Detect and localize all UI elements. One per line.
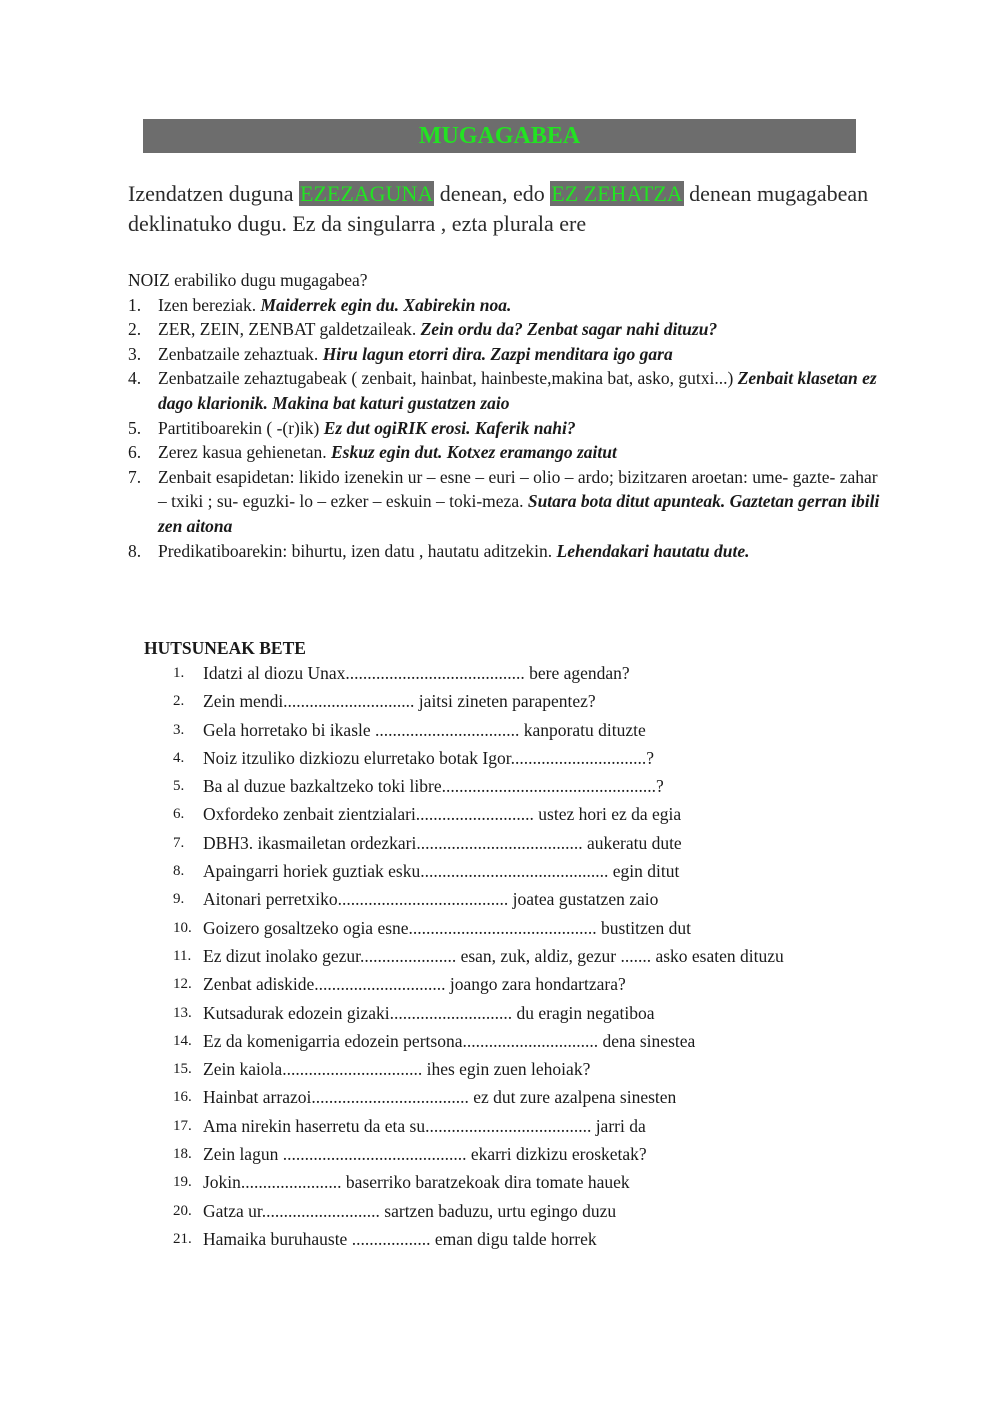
exercise-item-number: 20.	[173, 1202, 192, 1219]
intro-highlight-ezezaguna: EZEZAGUNA	[300, 181, 434, 206]
exercise-item-text: Zein lagun .......................................... ekarri dizkizu erosketak?	[203, 1144, 647, 1165]
exercise-item-text: Ba al duzue bazkaltzeko toki libre.................................................?	[203, 776, 664, 797]
intro-text-1: Izendatzen duguna	[128, 181, 300, 206]
usage-item	[128, 293, 888, 318]
exercise-item-text: Kutsadurak edozein gizaki............................ du eragin negatiboa	[203, 1002, 655, 1023]
usage-item-number: 6.	[128, 442, 142, 463]
exercise-item-text: Ez dizut inolako gezur...................... esan, zuk, aldiz, gezur ....... asko esaten dituzu	[203, 945, 784, 966]
usage-question: NOIZ erabiliko dugu mugagabea?	[128, 270, 368, 290]
exercise-item-number: 5.	[173, 778, 185, 795]
exercise-item-text: Ama nirekin haserretu da eta su...................................... jarri da	[203, 1115, 646, 1136]
usage-item	[128, 317, 888, 342]
exercise-item-text: Hainbat arrazoi.................................... ez dut zure azalpena sinesten	[203, 1087, 677, 1108]
usage-item-number: 7.	[128, 466, 142, 487]
usage-item-text: Predikatiboarekin: bihurtu, izen datu , hautatu aditzekin.	[158, 540, 557, 561]
usage-item-text: Zenbatzaile zehaztuak.	[158, 343, 323, 364]
usage-item	[128, 416, 888, 441]
exercise-item	[173, 1055, 873, 1083]
page-title: MUGAGABEA	[418, 123, 581, 149]
usage-item-text: Izen bereziak.	[158, 294, 261, 315]
exercise-item-text: DBH3. ikasmailetan ordezkari...................................... aukeratu dute	[203, 832, 682, 853]
usage-item-text: Zenbatzaile zehaztugabeak ( zenbait, hainbat, hainbeste,makina bat, asko, gutxi...)	[158, 368, 738, 389]
exercise-item-number: 19.	[173, 1174, 192, 1191]
exercise-item-number: 1.	[173, 665, 185, 681]
exercise-item-number: 18.	[173, 1146, 192, 1163]
exercise-item	[173, 1225, 873, 1253]
exercise-item-number: 2.	[173, 693, 185, 710]
exercise-item-number: 7.	[173, 834, 185, 851]
usage-item-example: Hiru lagun etorri dira. Zazpi menditara igo gara	[322, 343, 673, 364]
exercise-item	[173, 744, 873, 772]
exercise-item-number: 6.	[173, 806, 185, 823]
exercise-item-number: 17.	[173, 1117, 192, 1134]
exercise-item-text: Idatzi al diozu Unax......................................... bere agendan?	[203, 663, 630, 683]
intro-text-2: denean, edo	[434, 181, 551, 206]
usage-item-number: 2.	[128, 319, 142, 340]
usage-item-text: Partitiboarekin ( -(r)ik)	[158, 417, 324, 438]
exercise-item	[173, 970, 873, 998]
exercise-item	[173, 829, 873, 857]
exercise-item-number: 13.	[173, 1004, 192, 1021]
exercise-item-number: 11.	[173, 947, 192, 964]
usage-item-example: Zenbait klasetan ez dago klarionik. Makina bat katuri gustatzen zaio	[158, 368, 877, 413]
exercise-item	[173, 914, 873, 942]
usage-list	[128, 293, 888, 564]
exercise-item-text: Noiz itzuliko dizkiozu elurretako botak Igor...............................?	[203, 747, 655, 768]
exercise-item-number: 15.	[173, 1061, 192, 1078]
usage-item-example: Ez dut ogiRIK erosi. Kaferik nahi?	[323, 417, 576, 438]
usage-item-number: 1.	[128, 294, 142, 315]
exercise-item-text: Zenbat adiskide.............................. joango zara hondartzara?	[203, 974, 626, 995]
exercise-item-text: Goizero gosaltzeko ogia esne........................................... bustitzen dut	[203, 917, 691, 938]
exercise-item-text: Zein kaiola................................ ihes egin zuen lehoiak?	[203, 1059, 591, 1080]
exercise-item	[173, 1027, 873, 1055]
exercise-item	[173, 687, 873, 715]
usage-item-number: 4.	[128, 368, 142, 389]
usage-section	[128, 268, 888, 563]
intro-highlight-ez-zehatza: EZ ZEHATZA	[551, 181, 683, 206]
exercise-item-number: 21.	[173, 1230, 192, 1247]
exercise-item-number: 14.	[173, 1032, 192, 1049]
usage-item	[128, 366, 888, 415]
usage-item	[128, 342, 888, 367]
usage-item-text: Zerez kasua gehienetan.	[158, 442, 331, 463]
usage-item-example: Zein ordu da? Zenbat sagar nahi dituzu?	[420, 319, 718, 340]
exercise-item-text: Oxfordeko zenbait zientzialari........................... ustez hori ez da egia	[203, 804, 682, 825]
exercise-item-number: 3.	[173, 721, 185, 738]
exercise-item	[173, 885, 873, 913]
usage-item-example: Maiderrek egin du. Xabirekin noa.	[260, 294, 512, 315]
exercise-item-number: 10.	[173, 919, 192, 936]
exercise-item	[173, 1140, 873, 1168]
usage-item-number: 8.	[128, 540, 142, 561]
exercise-item-text: Apaingarri horiek guztiak esku........................................... egin ditut	[203, 861, 680, 882]
usage-item	[128, 539, 888, 564]
usage-item-example: Eskuz egin dut. Kotxez eramango zaitut	[330, 442, 617, 463]
exercise-item	[173, 1112, 873, 1140]
exercise-item	[173, 716, 873, 744]
exercise-item-number: 12.	[173, 976, 192, 993]
usage-item-example: Lehendakari hautatu dute.	[556, 540, 750, 561]
exercise-list	[173, 659, 873, 1253]
exercise-item-number: 4.	[173, 749, 185, 766]
usage-item	[128, 440, 888, 465]
intro-text-3: denean mugagabean deklinatuko dugu. Ez da singularra , ezta plurala ere	[128, 181, 869, 236]
exercise-title: HUTSUNEAK BETE	[144, 638, 306, 658]
usage-item-example: Sutara bota ditut apunteak. Gaztetan gerran ibili zen aitona	[158, 491, 880, 536]
exercise-item-text: Gela horretako bi ikasle ................................. kanporatu dituzte	[203, 719, 646, 740]
exercise-section	[173, 659, 873, 1253]
exercise-item-number: 9.	[173, 891, 185, 908]
usage-item-number: 3.	[128, 343, 142, 364]
usage-item	[128, 465, 888, 539]
exercise-item-text: Ez da komenigarria edozein pertsona............................... dena sinestea	[203, 1030, 696, 1051]
exercise-item-text: Zein mendi.............................. jaitsi zineten parapentez?	[203, 691, 596, 712]
usage-item-text: ZER, ZEIN, ZENBAT galdetzaileak.	[158, 319, 421, 340]
usage-item-number: 5.	[128, 417, 142, 438]
exercise-item	[173, 1197, 873, 1225]
usage-item-text: Zenbait esapidetan: likido izenekin ur – esne – euri – olio – ardo; bizitzaren aroetan: ume- gazte- zahar – txiki ; su- eguzki- lo – ezker – eskuin – toki-meza.	[158, 466, 878, 512]
exercise-item	[173, 1168, 873, 1196]
exercise-item-text: Gatza ur........................... sartzen baduzu, urtu egingo duzu	[203, 1200, 617, 1221]
exercise-item-text: Jokin....................... baserriko baratzekoak dira tomate hauek	[203, 1172, 630, 1193]
exercise-item-text: Aitonari perretxiko....................................... joatea gustatzen zaio	[203, 889, 659, 910]
exercise-item	[173, 999, 873, 1027]
exercise-item	[173, 1083, 873, 1111]
exercise-item	[173, 659, 873, 687]
exercise-item	[173, 942, 873, 970]
intro-paragraph	[128, 179, 888, 239]
exercise-item	[173, 772, 873, 800]
exercise-item-number: 8.	[173, 863, 185, 880]
exercise-item-number: 16.	[173, 1089, 192, 1106]
title-bar	[143, 119, 856, 153]
exercise-item	[173, 800, 873, 828]
exercise-item-text: Hamaika buruhauste .................. eman digu talde horrek	[203, 1228, 597, 1249]
exercise-item	[173, 857, 873, 885]
